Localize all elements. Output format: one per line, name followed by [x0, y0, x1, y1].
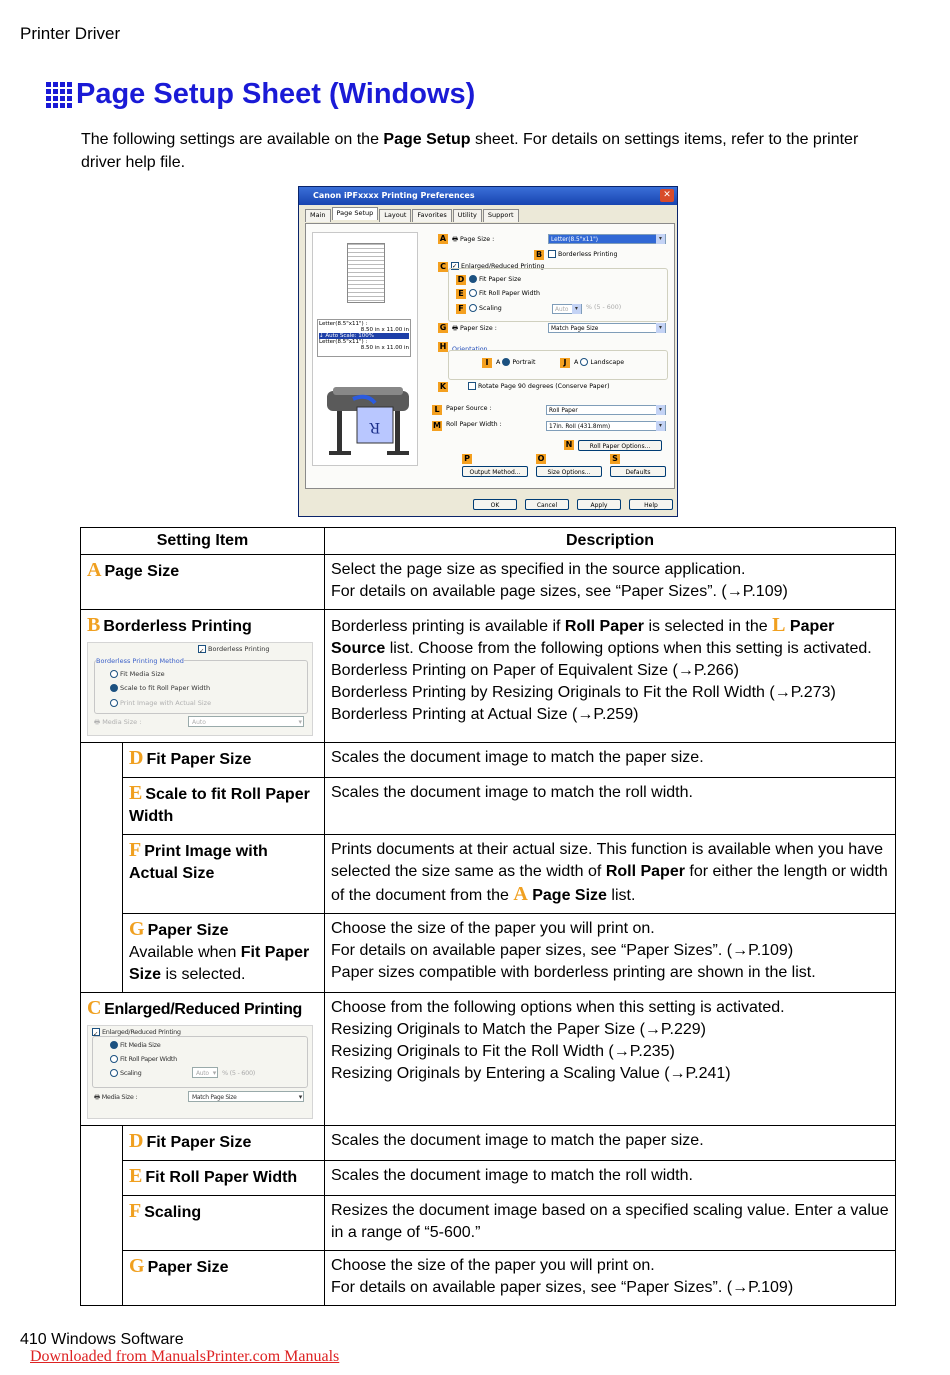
intro-paragraph: The following settings are available on the Page Setup sheet. For details on settings items, refer to the printer driver help file.	[81, 131, 859, 171]
dialog-title: Canon iPFxxxx Printing Preferences	[313, 191, 475, 200]
description-cell: Resizes the document image based on a specified scaling value. Enter a value in a range of “5-600.”	[325, 1196, 896, 1251]
table-row	[81, 993, 896, 1126]
table-row	[81, 1251, 896, 1306]
callout-n: N	[565, 440, 573, 449]
enlarged-checkbox[interactable]: ✓ Enlarged/Reduced Printing	[452, 263, 545, 270]
callout-j: J	[560, 358, 570, 368]
callout-s: S	[610, 454, 620, 464]
paper-size-select[interactable]: Match Page Size ▾	[548, 323, 666, 333]
printer-illustration	[323, 373, 415, 461]
cancel-button[interactable]: Cancel	[525, 499, 569, 510]
settings-table	[80, 527, 896, 1306]
grid-icon	[46, 82, 72, 108]
help-button[interactable]: Help	[629, 499, 673, 510]
table-row	[81, 1161, 896, 1196]
dialog-tabs	[305, 209, 520, 222]
ok-button[interactable]: OK	[473, 499, 517, 510]
callout-f: F	[456, 304, 466, 314]
table-row	[81, 914, 896, 993]
page-title-text: Page Setup Sheet (Windows)	[76, 78, 476, 110]
description-cell: Borderless printing is available if Roll Paper is selected in the L Paper Source list. Choose from the following options when this setting is activated. Borderless Printing on Paper of Equivalent Size (→P.266) Borderless Printing by Resizing Originals to Fit the Roll Width (→P.273) Borderless Printing at Actual Size (→P.259)	[325, 610, 896, 743]
indent-cell	[81, 1126, 123, 1306]
page-footer: 410 Windows Software	[20, 1331, 184, 1348]
col-header-setting: Setting Item	[81, 528, 325, 555]
scaling-input[interactable]: Auto ▾	[552, 304, 582, 314]
svg-text:R: R	[369, 419, 381, 435]
portrait-radio[interactable]: A Portrait	[496, 359, 536, 366]
borderless-checkbox[interactable]: Borderless Printing	[548, 250, 618, 258]
orientation-group	[448, 350, 668, 380]
description-cell: Select the page size as specified in the source application. For details on available page sizes, see “Paper Sizes”. (→P.109)	[325, 555, 896, 610]
item-cell: C Enlarged/Reduced Printing ✓ Enlarged/Reduced Printing Fit Media Size Fit Roll Paper Width Scaling Auto ▾ % (5 - 600) 🖶 Media Size : Match Page Size ▾	[81, 993, 325, 1126]
table-row	[81, 743, 896, 778]
callout-l: L	[432, 405, 442, 415]
tab-page-setup[interactable]: Page Setup	[332, 207, 379, 220]
paper-source-label: Paper Source :	[446, 405, 492, 412]
rotate-checkbox[interactable]: Rotate Page 90 degrees (Conserve Paper)	[468, 382, 610, 390]
item-cell: D Fit Paper Size	[123, 743, 325, 778]
indent-cell	[81, 743, 123, 993]
borderless-settings-thumbnail: ✓ Borderless Printing Borderless Printing Method Fit Media Size Scale to fit Roll Paper Width Print Image with Actual Size 🖶 Media Size : Auto ▾	[87, 642, 313, 736]
callout-i: I	[482, 358, 492, 368]
size-options-button[interactable]: Size Options...	[536, 466, 602, 477]
page-size-select[interactable]: Letter(8.5"x11") ▾	[548, 234, 666, 244]
description-cell: Scales the document image to match the roll width.	[325, 1161, 896, 1196]
callout-a: A	[439, 234, 447, 243]
fit-roll-radio[interactable]: Fit Roll Paper Width	[469, 289, 540, 297]
roll-width-select[interactable]: 17in. Roll (431.8mm) ▾	[546, 421, 666, 431]
description-cell: Prints documents at their actual size. This function is available when you have selected the size same as the width of Roll Paper for either the length or width of the document from the A Page Size list.	[325, 835, 896, 914]
preview-info: Letter(8.5"x11") : 8.50 in x 11.00 in ↓ Auto Scale: 100% Letter(8.5"x11") : 8.50 in x 11.00 in	[317, 319, 411, 357]
callout-h: H	[439, 342, 447, 351]
scaling-radio[interactable]: Scaling	[469, 304, 502, 312]
item-cell: G Paper Size Available when Fit Paper Size is selected.	[123, 914, 325, 993]
enlarged-settings-thumbnail: ✓ Enlarged/Reduced Printing Fit Media Size Fit Roll Paper Width Scaling Auto ▾ % (5 - 600) 🖶 Media Size : Match Page Size ▾	[87, 1025, 313, 1119]
item-cell: F Scaling	[123, 1196, 325, 1251]
page-setup-panel	[305, 223, 675, 489]
tab-layout[interactable]: Layout	[379, 209, 411, 222]
output-method-button[interactable]: Output Method...	[462, 466, 528, 477]
callout-o: O	[537, 454, 545, 463]
roll-width-label: Roll Paper Width :	[446, 421, 502, 428]
description-cell: Choose from the following options when this setting is activated. Resizing Originals to Match the Paper Size (→P.229) Resizing Originals to Fit the Roll Width (→P.235) Resizing Originals by Entering a Scaling Value (→P.241)	[325, 993, 896, 1126]
preview-area	[312, 232, 418, 466]
printing-preferences-dialog	[298, 186, 678, 517]
apply-button[interactable]: Apply	[577, 499, 621, 510]
table-row	[81, 1126, 896, 1161]
callout-p: P	[462, 454, 472, 464]
item-cell: D Fit Paper Size	[123, 1126, 325, 1161]
close-icon[interactable]: ✕	[660, 189, 674, 202]
callout-d: D	[457, 275, 465, 284]
paper-source-select[interactable]: Roll Paper ▾	[546, 405, 666, 415]
description-cell: Scales the document image to match the roll width.	[325, 778, 896, 835]
tab-main[interactable]: Main	[305, 209, 331, 222]
callout-c: C	[438, 262, 448, 272]
table-row	[81, 1196, 896, 1251]
defaults-button[interactable]: Defaults	[610, 466, 666, 477]
table-row	[81, 610, 896, 743]
table-row	[81, 835, 896, 914]
item-cell: G Paper Size	[123, 1251, 325, 1306]
page-title	[46, 78, 475, 111]
callout-k: K	[439, 382, 447, 391]
item-cell: E Fit Roll Paper Width	[123, 1161, 325, 1196]
tab-favorites[interactable]: Favorites	[412, 209, 451, 222]
table-header-row	[81, 528, 896, 555]
running-header: Printer Driver	[20, 24, 121, 43]
callout-g: G	[439, 323, 447, 332]
description-cell: Scales the document image to match the paper size.	[325, 743, 896, 778]
page-size-label: 🖶 Page Size :	[452, 236, 495, 243]
table-row	[81, 778, 896, 835]
item-cell: E Scale to fit Roll Paper Width	[123, 778, 325, 835]
description-cell: Scales the document image to match the paper size.	[325, 1126, 896, 1161]
orientation-label: Orientation	[452, 346, 488, 353]
scaling-range: % (5 - 600)	[586, 304, 622, 311]
item-cell: F Print Image with Actual Size	[123, 835, 325, 914]
item-cell: A Page Size	[81, 555, 325, 610]
roll-options-button[interactable]: Roll Paper Options...	[578, 440, 662, 451]
tab-support[interactable]: Support	[483, 209, 519, 222]
table-row	[81, 555, 896, 610]
landscape-radio[interactable]: A Landscape	[574, 359, 625, 366]
fit-paper-radio[interactable]: Fit Paper Size	[469, 275, 521, 283]
description-cell: Choose the size of the paper you will print on. For details on available paper sizes, see “Paper Sizes”. (→P.109)	[325, 1251, 896, 1306]
callout-m: M	[433, 421, 441, 430]
tab-utility[interactable]: Utility	[453, 209, 482, 222]
callout-e: E	[456, 289, 466, 299]
download-link[interactable]: Downloaded from ManualsPrinter.com Manuals	[30, 1348, 340, 1365]
item-cell: B Borderless Printing ✓ Borderless Printing Borderless Printing Method Fit Media Size Scale to fit Roll Paper Width Print Image with Actual Size 🖶 Media Size : Auto ▾	[81, 610, 325, 743]
description-cell: Choose the size of the paper you will print on. For details on available paper sizes, see “Paper Sizes”. (→P.109) Paper sizes compatible with borderless printing are shown in the list.	[325, 914, 896, 993]
col-header-description: Description	[325, 528, 896, 555]
callout-b: B	[535, 250, 543, 259]
paper-size-label: 🖶 Paper Size :	[452, 325, 497, 332]
page-preview-image	[347, 243, 385, 303]
dialog-titlebar	[299, 187, 677, 205]
